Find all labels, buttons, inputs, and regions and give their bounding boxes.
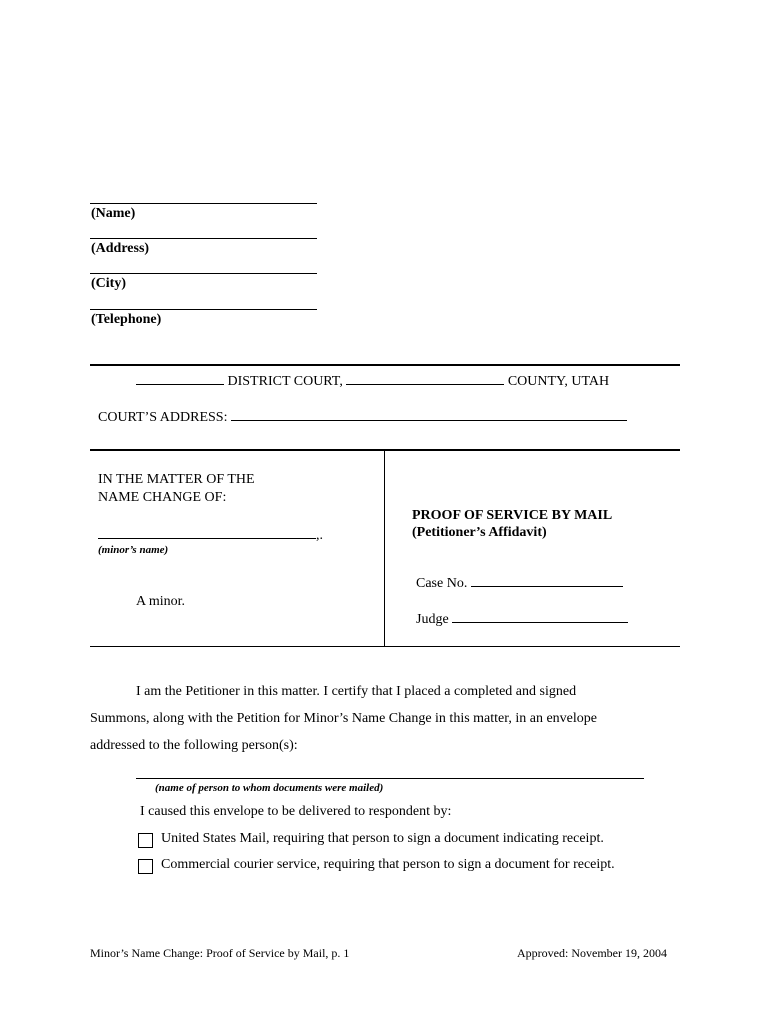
- district-court-row: [136, 374, 609, 390]
- name-line[interactable]: [90, 203, 317, 204]
- city-label: (City): [91, 276, 126, 291]
- county-text: COUNTY, UTAH: [507, 374, 610, 389]
- city-line[interactable]: [90, 273, 317, 274]
- footer-left: Minor’s Name Change: Proof of Service by Mail, p. 1: [90, 946, 350, 960]
- paragraph-line3: addressed to the following person(s):: [90, 738, 298, 753]
- paragraph-line1: I am the Petitioner in this matter. I certify that I placed a completed and signed: [136, 684, 577, 699]
- courier-option: Commercial courier service, requiring that person to sign a document for receipt.: [161, 857, 615, 872]
- caption-bottom-rule: [90, 646, 680, 647]
- case-no-row: [416, 576, 623, 592]
- paragraph-line2: Summons, along with the Petition for Minor’s Name Change in this matter, in an envelope: [90, 711, 597, 726]
- case-no-blank[interactable]: [471, 585, 623, 587]
- recipient-label: (name of person to whom documents were mailed): [155, 782, 384, 794]
- footer-right: Approved: November 19, 2004: [517, 946, 667, 960]
- us-mail-option: United States Mail, requiring that person to sign a document indicating receipt.: [161, 831, 604, 846]
- court-header-bottom-rule: [90, 449, 680, 451]
- judge-row: [416, 612, 628, 628]
- caption-divider: [384, 450, 385, 646]
- address-label: (Address): [91, 241, 150, 256]
- courier-checkbox[interactable]: [138, 859, 153, 874]
- minor-name-row: [98, 528, 323, 544]
- judge-label: Judge: [416, 612, 449, 627]
- telephone-line[interactable]: [90, 309, 317, 310]
- minor-name-blank[interactable]: [98, 537, 316, 539]
- a-minor-text: A minor.: [136, 594, 186, 609]
- courts-address-blank[interactable]: [231, 419, 627, 421]
- district-blank[interactable]: [136, 383, 224, 385]
- telephone-label: (Telephone): [91, 312, 162, 327]
- matter-line1: IN THE MATTER OF THE: [98, 472, 255, 487]
- courts-address-row: [98, 410, 627, 426]
- case-no-label: Case No.: [416, 576, 468, 591]
- delivery-intro: I caused this envelope to be delivered to respondent by:: [140, 804, 452, 819]
- recipient-line[interactable]: [136, 778, 644, 779]
- us-mail-checkbox[interactable]: [138, 833, 153, 848]
- county-blank[interactable]: [346, 383, 504, 385]
- document-subtitle: (Petitioner’s Affidavit): [412, 525, 547, 540]
- document-title: PROOF OF SERVICE BY MAIL: [412, 508, 613, 523]
- court-header-top-rule: [90, 364, 680, 366]
- minor-name-label: (minor’s name): [98, 544, 169, 556]
- courts-address-label: COURT’S ADDRESS:: [98, 410, 228, 425]
- address-line[interactable]: [90, 238, 317, 239]
- matter-line2: NAME CHANGE OF:: [98, 490, 227, 505]
- minor-name-comma: ,.: [316, 528, 323, 543]
- name-label: (Name): [91, 206, 136, 221]
- judge-blank[interactable]: [452, 621, 628, 623]
- district-court-text: DISTRICT COURT,: [227, 374, 343, 389]
